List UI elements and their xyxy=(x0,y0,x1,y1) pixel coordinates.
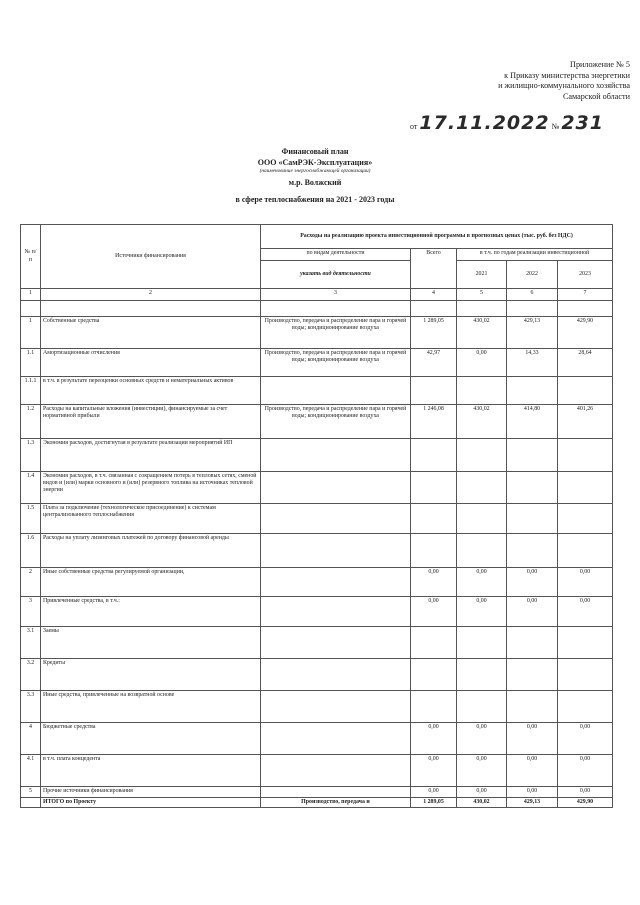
row-value-2021 xyxy=(457,439,507,472)
row-value-2021: 430,02 xyxy=(457,405,507,439)
row-value-2021 xyxy=(457,627,507,659)
order-number: 231 xyxy=(561,112,604,134)
header-specify-activity: указать вид деятельности xyxy=(261,261,411,289)
row-value-2021: 0,00 xyxy=(457,349,507,377)
appendix-line-1: Приложение № 5 xyxy=(570,60,630,69)
row-value-2023: 0,00 xyxy=(558,597,613,627)
table-row xyxy=(21,439,613,472)
row-activity xyxy=(261,534,411,568)
row-number: 3 xyxy=(21,597,41,627)
row-number: 1.1 xyxy=(21,349,41,377)
row-value-2021 xyxy=(457,534,507,568)
row-source: Плата за подключение (технологическое присоединение) к системам централизованного теплоснабжения xyxy=(41,504,261,534)
row-activity xyxy=(261,627,411,659)
row-number: 3.2 xyxy=(21,659,41,691)
row-value-2023: 0,00 xyxy=(558,787,613,798)
table-row xyxy=(21,755,613,787)
row-total xyxy=(411,534,457,568)
row-total: 1 289,05 xyxy=(411,317,457,349)
appendix-line-2: к Приказу министерства энергетики xyxy=(504,70,630,80)
row-total: 0,00 xyxy=(411,755,457,787)
header-by-activity: по видам деятельности xyxy=(261,249,411,261)
table-row xyxy=(21,405,613,439)
financial-plan-table xyxy=(20,224,613,808)
row-value-2022 xyxy=(507,534,558,568)
col-number: 6 xyxy=(507,289,558,301)
header-total: Всего xyxy=(411,249,457,289)
organization-name: ООО «СамРЭК-Эксплуатация» xyxy=(257,158,373,167)
appendix-line-3: и жилищно-коммунального хозяйства xyxy=(498,81,630,91)
row-activity: Производство, передача и распределение пара и горячей воды; кондиционирование воздуха xyxy=(261,317,411,349)
row-total xyxy=(411,504,457,534)
table-row xyxy=(21,377,613,405)
row-activity xyxy=(261,439,411,472)
row-value-2021: 0,00 xyxy=(457,723,507,755)
number-prefix: № xyxy=(551,122,560,131)
row-source: Собственные средства xyxy=(41,317,261,349)
row-source: Иные собственные средства регулируемой организации, xyxy=(41,568,261,597)
row-value-2022: 0,00 xyxy=(507,787,558,798)
row-activity xyxy=(261,723,411,755)
row-value-2022 xyxy=(507,439,558,472)
row-value-2022: 0,00 xyxy=(507,755,558,787)
row-activity xyxy=(261,691,411,723)
appendix-line-4: Самарской области xyxy=(562,91,630,101)
header-year-2023: 2023 xyxy=(558,261,613,289)
row-activity: Производство, передача и распределение пара и горячей воды; кондиционирование воздуха xyxy=(261,349,411,377)
header-year-2021: 2021 xyxy=(457,261,507,289)
spacer-row xyxy=(21,301,613,317)
header-year-2022: 2022 xyxy=(507,261,558,289)
table-row xyxy=(21,723,613,755)
row-source: Бюджетные средства xyxy=(41,723,261,755)
row-activity xyxy=(261,659,411,691)
table-row xyxy=(21,568,613,597)
row-number: 3.3 xyxy=(21,691,41,723)
row-source: Заемы xyxy=(41,627,261,659)
row-source: Экономия расходов, достигнутая в результате реализации мероприятий ИП xyxy=(41,439,261,472)
row-activity: Производство, передача и xyxy=(261,798,411,808)
table-row xyxy=(21,504,613,534)
row-source: Привлеченные средства, в т.ч.: xyxy=(41,597,261,627)
row-source: Кредиты xyxy=(41,659,261,691)
plan-heading: Финансовый план xyxy=(281,147,349,156)
row-value-2023 xyxy=(558,659,613,691)
row-number: 1 xyxy=(21,317,41,349)
row-number: 4 xyxy=(21,723,41,755)
row-value-2022: 0,00 xyxy=(507,723,558,755)
col-number: 1 xyxy=(21,289,41,301)
row-number: 4.1 xyxy=(21,755,41,787)
row-value-2022: 14,33 xyxy=(507,349,558,377)
header-source: Источники финансирования xyxy=(41,225,261,289)
table-row xyxy=(21,691,613,723)
row-total xyxy=(411,691,457,723)
row-value-2023 xyxy=(558,439,613,472)
row-value-2023 xyxy=(558,627,613,659)
row-value-2023 xyxy=(558,504,613,534)
row-activity xyxy=(261,755,411,787)
row-activity xyxy=(261,568,411,597)
row-value-2021: 430,02 xyxy=(457,798,507,808)
row-value-2023: 0,00 xyxy=(558,568,613,597)
row-number: 1.4 xyxy=(21,472,41,504)
row-source: Расходы на уплату лизинговых платежей по договору финансовой аренды xyxy=(41,534,261,568)
row-source: в т.ч. в результате переоценки основных средств и нематериальных активов xyxy=(41,377,261,405)
header-by-year: в т.ч. по годам реализации инвестиционной xyxy=(457,249,613,261)
row-number: 1.1.1 xyxy=(21,377,41,405)
row-value-2022 xyxy=(507,504,558,534)
row-activity xyxy=(261,787,411,798)
table-row xyxy=(21,659,613,691)
row-activity xyxy=(261,472,411,504)
row-value-2022 xyxy=(507,472,558,504)
row-value-2023: 429,90 xyxy=(558,798,613,808)
table-row xyxy=(21,317,613,349)
row-source: Расходы на капитальные вложения (инвестиции), финансируемые за счет нормативной прибыли xyxy=(41,405,261,439)
row-value-2022: 429,13 xyxy=(507,317,558,349)
row-value-2022 xyxy=(507,377,558,405)
col-number: 3 xyxy=(261,289,411,301)
row-activity xyxy=(261,504,411,534)
row-source: ИТОГО по Проекту xyxy=(41,798,261,808)
col-number: 7 xyxy=(558,289,613,301)
row-total xyxy=(411,627,457,659)
col-number: 4 xyxy=(411,289,457,301)
row-number: 5 xyxy=(21,787,41,798)
row-value-2021: 430,02 xyxy=(457,317,507,349)
row-value-2023: 0,00 xyxy=(558,723,613,755)
row-total: 0,00 xyxy=(411,597,457,627)
column-number-row xyxy=(21,289,613,301)
row-value-2022: 0,00 xyxy=(507,597,558,627)
table-row xyxy=(21,798,613,808)
row-number: 1.6 xyxy=(21,534,41,568)
row-total xyxy=(411,377,457,405)
row-number: 1.2 xyxy=(21,405,41,439)
row-activity xyxy=(261,597,411,627)
row-value-2021: 0,00 xyxy=(457,755,507,787)
table-row xyxy=(21,472,613,504)
row-source: в т.ч. плата концедента xyxy=(41,755,261,787)
plan-period: в сфере теплоснабжения на 2021 - 2023 годы xyxy=(235,195,395,204)
row-source: Экономия расходов, в т.ч. связанная с сокращением потерь в тепловых сетях, сменой видов и (или) марки основного и (или) резервного топлива на источниках тепловой энергии xyxy=(41,472,261,504)
row-value-2022: 429,13 xyxy=(507,798,558,808)
row-number: 2 xyxy=(21,568,41,597)
order-date: 17.11.2022 xyxy=(419,112,550,134)
row-source: Прочие источники финансирования xyxy=(41,787,261,798)
row-value-2021 xyxy=(457,472,507,504)
row-source: Иные средства, привлеченные на возвратной основе xyxy=(41,691,261,723)
row-total: 0,00 xyxy=(411,787,457,798)
row-value-2023 xyxy=(558,472,613,504)
order-date-line xyxy=(409,112,604,134)
row-total: 0,00 xyxy=(411,723,457,755)
header-expenses: Расходы на реализацию проекта инвестиционной программы в прогнозных ценах (тыс. руб. без НДС) xyxy=(261,225,613,249)
row-activity: Производство, передача и распределение пара и горячей воды; кондиционирование воздуха xyxy=(261,405,411,439)
row-value-2022: 0,00 xyxy=(507,568,558,597)
row-value-2022 xyxy=(507,659,558,691)
row-total: 0,00 xyxy=(411,568,457,597)
title-block xyxy=(150,146,480,205)
date-prefix: от xyxy=(409,122,418,131)
row-total: 42,97 xyxy=(411,349,457,377)
row-value-2023: 28,64 xyxy=(558,349,613,377)
table-row xyxy=(21,627,613,659)
row-value-2022 xyxy=(507,691,558,723)
table-row xyxy=(21,349,613,377)
row-value-2022 xyxy=(507,627,558,659)
col-number: 2 xyxy=(41,289,261,301)
table-row xyxy=(21,534,613,568)
row-value-2023: 429,90 xyxy=(558,317,613,349)
header-num: № п/п xyxy=(21,225,41,289)
row-value-2023 xyxy=(558,377,613,405)
row-value-2021: 0,00 xyxy=(457,568,507,597)
row-value-2023 xyxy=(558,534,613,568)
row-number xyxy=(21,798,41,808)
row-value-2021 xyxy=(457,659,507,691)
row-value-2021 xyxy=(457,504,507,534)
table-row xyxy=(21,787,613,798)
organization-caption: (наименование энергоснабжающей организации) xyxy=(259,168,371,174)
row-value-2023: 0,00 xyxy=(558,755,613,787)
row-total xyxy=(411,439,457,472)
region-name: м.р. Волжский xyxy=(288,178,342,187)
row-number: 3.1 xyxy=(21,627,41,659)
col-number: 5 xyxy=(457,289,507,301)
row-number: 1.3 xyxy=(21,439,41,472)
row-value-2021: 0,00 xyxy=(457,597,507,627)
row-source: Амортизационные отчисления xyxy=(41,349,261,377)
row-number: 1.5 xyxy=(21,504,41,534)
row-total: 1 289,05 xyxy=(411,798,457,808)
row-total xyxy=(411,659,457,691)
table-row xyxy=(21,597,613,627)
row-value-2022: 414,80 xyxy=(507,405,558,439)
row-value-2021 xyxy=(457,691,507,723)
row-value-2021: 0,00 xyxy=(457,787,507,798)
row-total xyxy=(411,472,457,504)
row-value-2023 xyxy=(558,691,613,723)
row-total: 1 246,08 xyxy=(411,405,457,439)
row-activity xyxy=(261,377,411,405)
appendix-block xyxy=(400,60,630,134)
row-value-2021 xyxy=(457,377,507,405)
row-value-2023: 401,26 xyxy=(558,405,613,439)
